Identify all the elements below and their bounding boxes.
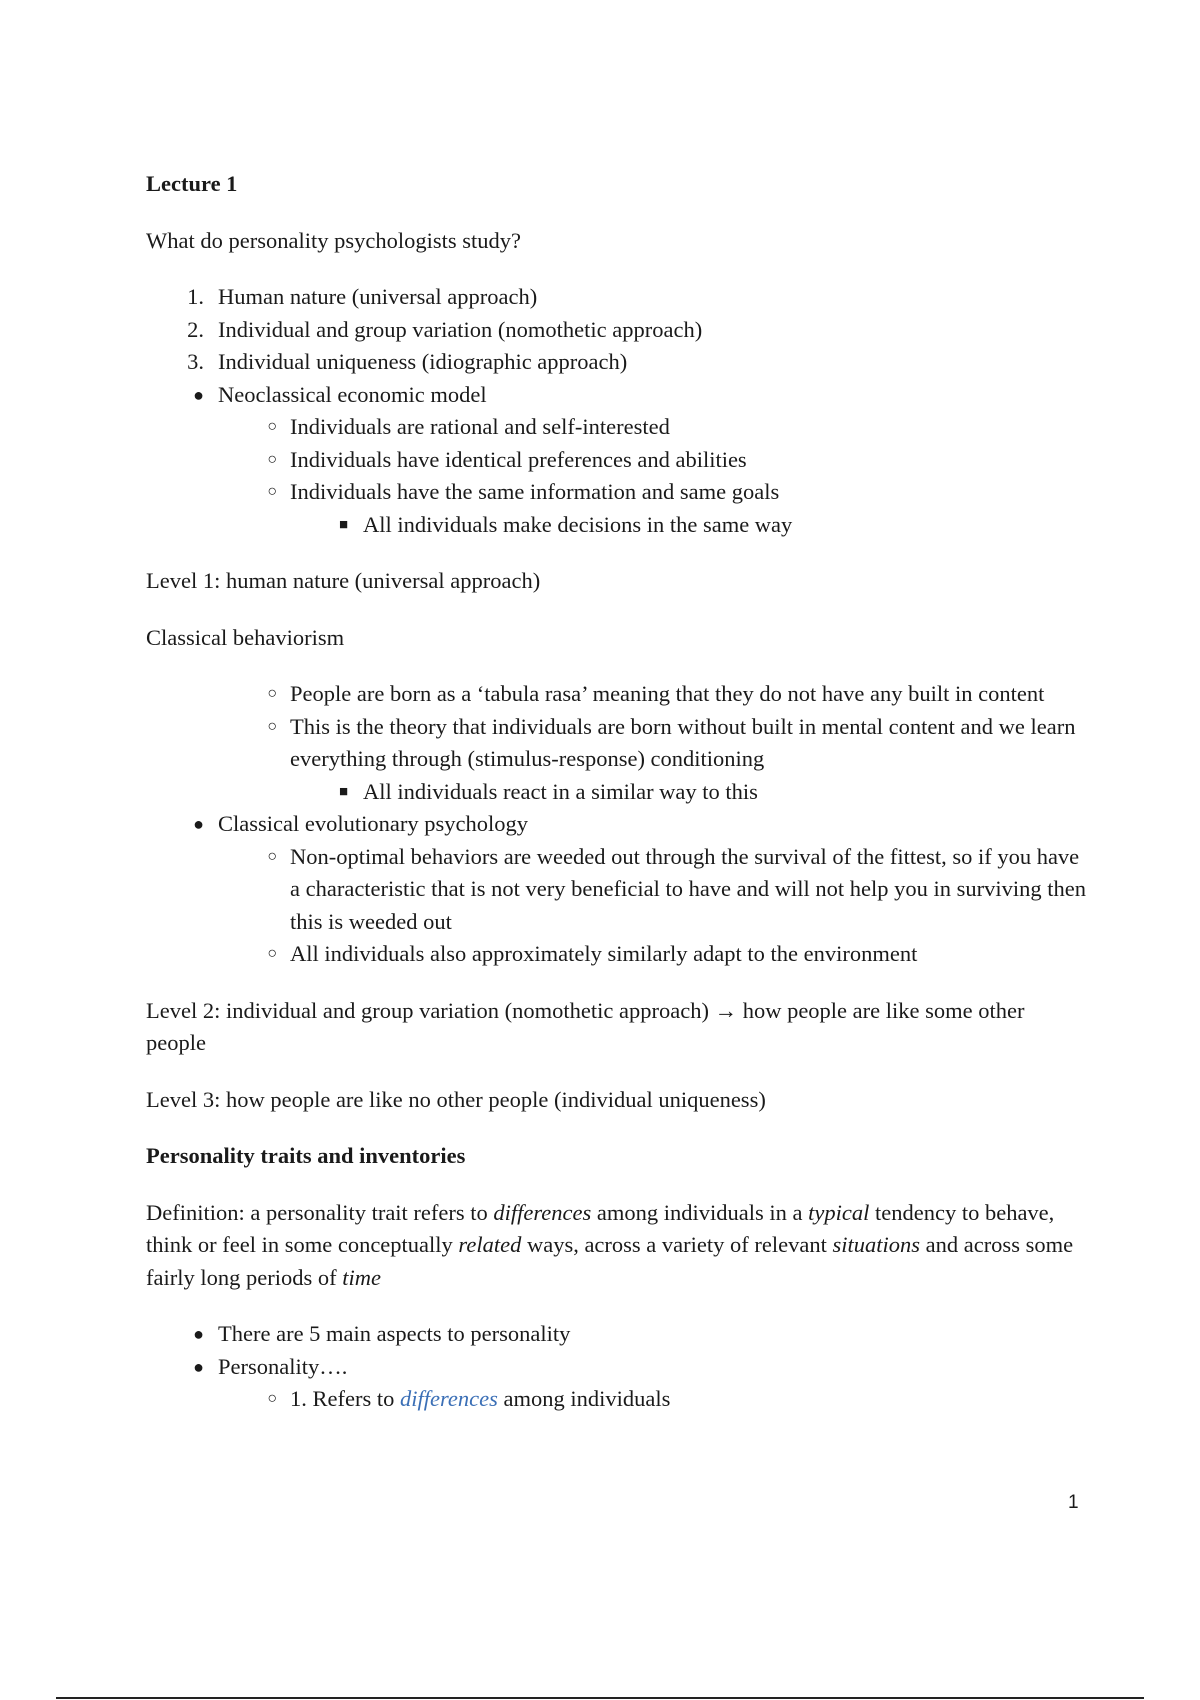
definition-emphasis: situations: [832, 1232, 920, 1257]
square-bullet-icon: ■: [338, 516, 348, 533]
circle-bullet-icon: ○: [267, 717, 277, 735]
list-item: [146, 346, 1086, 379]
definition-text: tendency to behave, think or feel in some conceptually: [146, 1199, 1055, 1257]
list-item: [146, 678, 1086, 711]
list-text: All individuals also approximately similarly adapt to the environment: [290, 941, 918, 966]
definition-emphasis: related: [458, 1232, 522, 1257]
footer-divider: [56, 1697, 1144, 1699]
definition-paragraph: [146, 1197, 1086, 1295]
level-2-text: Level 2: individual and group variation (nomothetic approach) → how people are like some other people: [146, 997, 1025, 1055]
list-item: [146, 711, 1086, 776]
study-list: [146, 281, 1086, 541]
bullet-icon: ●: [193, 1324, 204, 1344]
bullet-icon: ●: [193, 1356, 204, 1377]
circle-bullet-icon: ○: [267, 945, 277, 962]
behaviorism-heading: Classical behaviorism: [146, 624, 345, 650]
list-text: Neoclassical economic model: [218, 381, 487, 407]
list-item: [146, 1318, 1086, 1351]
level-3-text: Level 3: how people are like no other people (individual uniqueness): [146, 1086, 766, 1112]
list-item: [146, 841, 1086, 939]
list-text: Individual uniqueness (idiographic approach): [218, 349, 628, 374]
definition-emphasis: differences: [493, 1199, 592, 1225]
circle-bullet-icon: ○: [267, 685, 277, 702]
list-text: Individuals have the same information and same goals: [290, 479, 780, 504]
bullet-icon: ●: [193, 384, 204, 405]
definition-text: among individuals in a: [591, 1199, 809, 1225]
list-number: 1.: [187, 284, 204, 309]
list-item: [146, 776, 1086, 809]
circle-bullet-icon: ○: [267, 483, 277, 500]
list-item: [146, 314, 1086, 347]
list-item: [146, 1351, 1086, 1384]
list-item: [146, 281, 1086, 314]
definition-emphasis: time: [342, 1264, 381, 1290]
list-text: All individuals make decisions in the same way: [363, 511, 793, 537]
list-item: [146, 379, 1086, 412]
document-body: [146, 168, 1086, 1416]
list-text: People are born as a ‘tabula rasa’ meaning that they do not have any built in content: [290, 681, 1045, 706]
list-text: Individuals have identical preferences and abilities: [290, 446, 747, 472]
circle-bullet-icon: ○: [267, 450, 277, 468]
list-item: [146, 938, 1086, 971]
differences-link[interactable]: differences: [399, 1386, 498, 1411]
list-item: [146, 509, 1086, 542]
circle-bullet-icon: ○: [267, 847, 277, 865]
list-text: This is the theory that individuals are born without built in mental content and we learn everything through (stimulus-response) conditioning: [290, 713, 1076, 771]
list-text: Personality….: [218, 1353, 348, 1379]
circle-bullet-icon: ○: [267, 418, 277, 435]
circle-bullet-icon: ○: [267, 1390, 277, 1407]
list-text: Classical evolutionary psychology: [218, 811, 528, 836]
behaviorism-list: [146, 678, 1086, 971]
list-item: [146, 476, 1086, 509]
lecture-heading: Lecture 1: [146, 171, 238, 196]
traits-heading: Personality traits and inventories: [146, 1143, 466, 1168]
definition-text: ways, across a variety of relevant: [521, 1232, 833, 1257]
list-item: [146, 808, 1086, 841]
list-text: All individuals react in a similar way to this: [363, 778, 758, 804]
list-text: Individuals are rational and self-interested: [290, 414, 670, 439]
bullet-icon: ●: [193, 814, 204, 834]
list-item: [146, 444, 1086, 477]
list-text: [290, 1386, 670, 1411]
list-text: There are 5 main aspects to personality: [218, 1321, 571, 1346]
list-number: 3.: [187, 349, 204, 374]
study-question: What do personality psychologists study?: [146, 227, 521, 253]
page-number: 1: [1068, 1492, 1079, 1513]
square-bullet-icon: ■: [338, 783, 348, 800]
list-text: Human nature (universal approach): [218, 284, 538, 309]
definition-text: Definition: a personality trait refers to: [146, 1199, 494, 1225]
list-text-suffix: among individuals: [497, 1386, 671, 1411]
list-text-prefix: 1. Refers to: [290, 1386, 400, 1411]
list-item: [146, 1383, 1086, 1416]
aspects-list: [146, 1318, 1086, 1416]
list-item: [146, 411, 1086, 444]
level-1-text: Level 1: human nature (universal approach): [146, 568, 541, 593]
definition-emphasis: typical: [808, 1199, 870, 1225]
definition-text: and across some fairly long periods of: [146, 1232, 1074, 1290]
list-text: Individual and group variation (nomothetic approach): [218, 316, 703, 342]
list-number: 2.: [187, 316, 204, 342]
list-text: Non-optimal behaviors are weeded out through the survival of the fittest, so if you have a characteristic that is not very beneficial to have and will not help you in surviving then this is weeded out: [290, 843, 1087, 934]
